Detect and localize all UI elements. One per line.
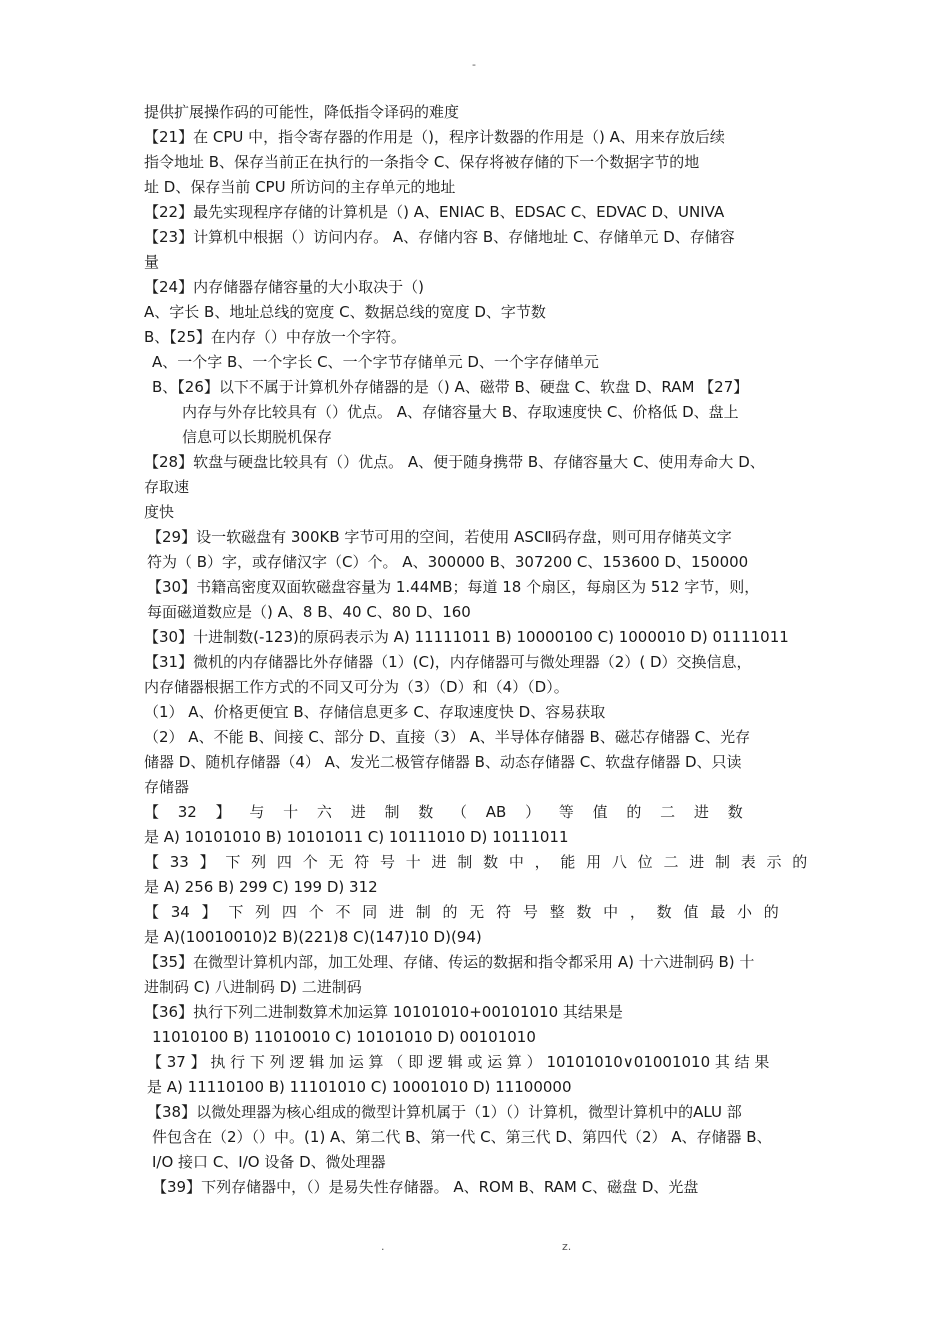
text-line: 11010100 B) 11010010 C) 10101010 D) 00101010: [152, 1028, 536, 1046]
text-line: A、一个字 B、一个字长 C、一个字节存储单元 D、一个字存储单元: [152, 353, 599, 371]
text-line: 是 A) 11110100 B) 11101010 C) 10001010 D) 11100000: [147, 1078, 572, 1096]
text-line: 符为（ B）字，或存储汉字（C）个。 A、300000 B、307200 C、153600 D、150000: [147, 553, 749, 571]
text-line: 【35】在微型计算机内部，加工处理、存储、传运的数据和指令都采用 A) 十六进制码 B) 十: [144, 953, 755, 971]
text-line: 【28】软盘与硬盘比较具有（）优点。 A、便于随身携带 B、存储容量大 C、使用寿命大 D、: [144, 453, 765, 471]
text-line: 是 A) 10101010 B) 10101011 C) 10111010 D) 10111011: [144, 828, 569, 846]
text-line: 内存与外存比较具有（）优点。 A、存储容量大 B、存取速度快 C、价格低 D、盘上: [182, 403, 739, 421]
text-line: 【38】以微处理器为核心组成的微型计算机属于（1）（）计算机，微型计算机中的ALU 部: [147, 1103, 742, 1121]
text-line: 【 33 】 下 列 四 个 无 符 号 十 进 制 数 中 ， 能 用 八 位 二 进 制 表 示 的: [144, 853, 808, 871]
text-line: 内存储器根据工作方式的不同又可分为（3）（D）和（4）（D）。: [144, 678, 569, 696]
text-line: 【 37 】 执 行 下 列 逻 辑 加 运 算 （ 即 逻 辑 或 运 算 ） 10101010∨01001010 其 结 果: [147, 1053, 770, 1071]
text-line: B、【25】在内存（）中存放一个字符。: [144, 328, 406, 346]
text-line: 【30】十进制数(-123)的原码表示为 A) 11111011 B) 10000100 C) 1000010 D) 01111011: [144, 628, 789, 646]
text-line: 【24】内存储器存储容量的大小取决于（): [144, 278, 424, 296]
footer-right-mark: z.: [562, 1240, 572, 1253]
text-line: A、字长 B、地址总线的宽度 C、数据总线的宽度 D、字节数: [144, 303, 546, 321]
text-line: 【 34 】 下 列 四 个 不 同 进 制 的 无 符 号 整 数 中 ， 数 值 最 小 的: [144, 903, 779, 921]
text-line: 提供扩展操作码的可能性，降低指令译码的难度: [144, 103, 460, 121]
text-line: 指令地址 B、保存当前正在执行的一条指令 C、保存将被存储的下一个数据字节的地: [144, 153, 700, 171]
text-line: 是 A) 256 B) 299 C) 199 D) 312: [144, 878, 378, 896]
text-line: 【36】执行下列二进制数算术加运算 10101010+00101010 其结果是: [144, 1003, 623, 1021]
text-line: 址 D、保存当前 CPU 所访问的主存单元的地址: [144, 178, 456, 196]
text-line: （2） A、不能 B、间接 C、部分 D、直接（3） A、半导体存储器 B、磁芯存储器 C、光存: [144, 728, 751, 746]
text-line: 储器 D、随机存储器（4） A、发光二极管存储器 B、动态存储器 C、软盘存储器 D、只读: [144, 753, 742, 771]
text-line: 度快: [144, 503, 175, 521]
text-line: 【22】最先实现程序存储的计算机是（) A、ENIAC B、EDSAC C、EDVAC D、UNIVA: [144, 203, 725, 221]
text-line: 进制码 C) 八进制码 D) 二进制码: [144, 978, 362, 996]
text-line: 信息可以长期脱机保存: [182, 428, 333, 446]
text-line: 存储器: [144, 778, 190, 796]
text-line: 【29】设一软磁盘有 300KB 字节可用的空间，若使用 ASCⅡ码存盘，则可用存储英文字: [147, 528, 732, 546]
text-line: 【 32 】 与 十 六 进 制 数 （ AB ） 等 值 的 二 进 数: [144, 803, 743, 821]
text-line: B、【26】以下不属于计算机外存储器的是（) A、磁带 B、硬盘 C、软盘 D、RAM 【27】: [152, 378, 749, 396]
text-line: 【31】微机的内存储器比外存储器（1）(C)，内存储器可与微处理器（2）( D）交换信息，: [144, 653, 752, 671]
text-line: 【39】下列存储器中，（）是易失性存储器。 A、ROM B、RAM C、磁盘 D、光盘: [152, 1178, 699, 1196]
text-line: （1） A、价格更便宜 B、存储信息更多 C、存取速度快 D、容易获取: [144, 703, 606, 721]
text-line: 是 A)(10010010)2 B)(221)8 C)(147)10 D)(94): [144, 928, 482, 946]
text-line: 【23】计算机中根据（）访问内存。 A、存储内容 B、存储地址 C、存储单元 D、存储容: [144, 228, 735, 246]
text-line: 件包含在（2）（）中。(1) A、第二代 B、第一代 C、第三代 D、第四代（2） A、存储器 B、: [152, 1128, 772, 1146]
text-line: 存取速: [144, 478, 190, 496]
text-line: 【21】在 CPU 中，指令寄存器的作用是（)，程序计数器的作用是（) A、用来存放后续: [144, 128, 725, 146]
header-mark: -: [472, 58, 476, 71]
text-line: 【30】书籍高密度双面软磁盘容量为 1.44MB；每道 18 个扇区，每扇区为 512 字节，则，: [147, 578, 760, 596]
text-line: 量: [144, 253, 160, 271]
text-line: 每面磁道数应是（) A、8 B、40 C、80 D、160: [147, 603, 471, 621]
footer-left-mark: .: [381, 1240, 385, 1253]
text-line: I/O 接口 C、I/O 设备 D、微处理器: [152, 1153, 386, 1171]
